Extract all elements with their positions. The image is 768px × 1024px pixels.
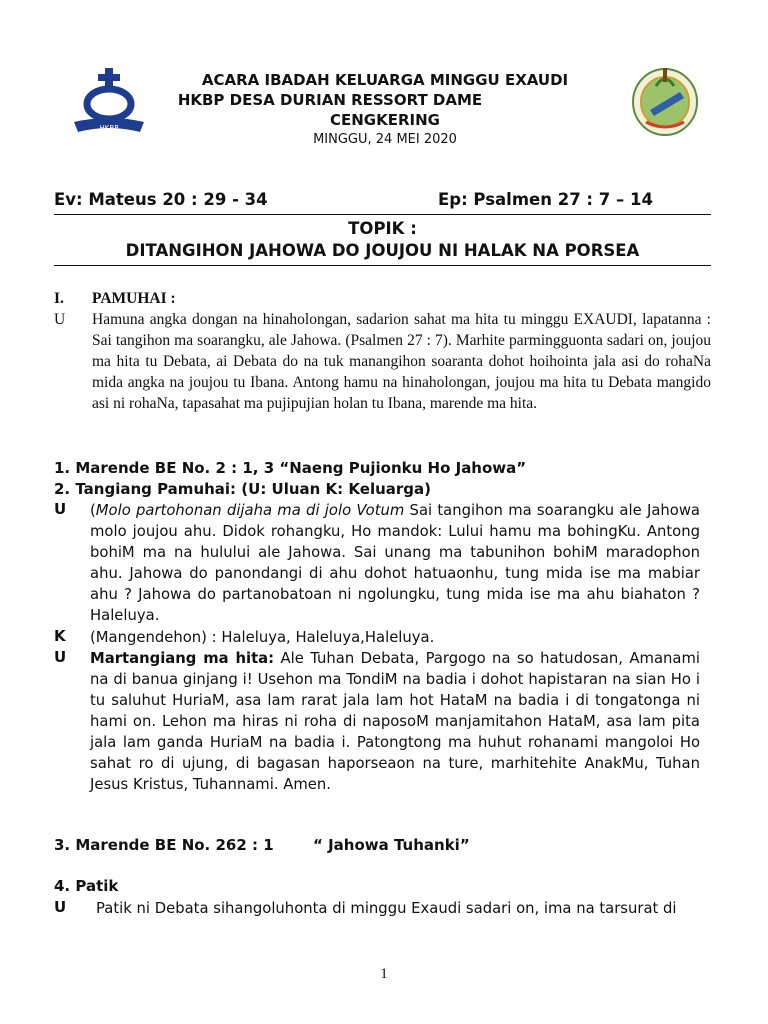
response-text: (Mangendehon) : Haleluya, Haleluya,Haleluya. bbox=[90, 629, 435, 646]
patik-text: Patik ni Debata sihangoluhonta di minggu Exaudi sadari on, ima na tarsurat di bbox=[96, 900, 677, 917]
prayer-speaker: U bbox=[54, 648, 67, 666]
header-title-line1: ACARA IBADAH KELUARGA MINGGU EXAUDI bbox=[201, 71, 569, 89]
church-emblem bbox=[628, 62, 702, 138]
gospel-reading: Ev: Mateus 20 : 29 - 34 bbox=[54, 190, 268, 209]
pamuhai-speaker: U bbox=[54, 311, 66, 328]
header-title-line2: HKBP DESA DURIAN RESSORT DAME bbox=[177, 91, 483, 109]
page-number: 1 bbox=[380, 966, 388, 982]
votum-text: Sai tangihon ma soarangku ale Jahowa molo joujou ahu. Didok rohangku, Ho mandok: Lului hamu ma bohingKu. Antong bohiM ma na hulului ale Jahowa. Sai unang ma tabunihon bohiM maradophon ahu. Jahowa do panondangi di ahu dohot hatuaonhu, tung mida ise ma mabiar ahu ? Jahowa do partanobatoan ni ngolungku, tung mida ise ma ahu biahaton ?Haleluya. bbox=[90, 502, 700, 624]
divider-bottom bbox=[54, 265, 711, 266]
pamuhai-text: Hamuna angka dongan na hinaholongan, sadarion sahat ma hita tu minggu EXAUDI, lapatanna : Sai tangihon ma soarangku, ale Jahowa. (Psalmen 27 : 7). Marhite parmingguonta sadari on, joujou ma hita tu Debata, ai Debata do na tuk manangihon soaranta dohot hoihointa jala asi do rohaNa mida angka na joujou tu Ibana. Antong hamu na hinaholongan, joujou ma hita tu Debata mangido asi ni rohaNa, tapasahat ma pujipujian holan tu Ibana, marende ma hita. bbox=[92, 311, 711, 412]
section3-heading: 3. Marende BE No. 262 : 1 bbox=[54, 836, 274, 854]
pamuhai-heading: PAMUHAI : bbox=[92, 290, 176, 307]
votum-italic: Molo partohonan dijaha ma di jolo Votum bbox=[95, 502, 405, 519]
prayer-text: Ale Tuhan Debata, Pargogo na so hatudosan, Amanami na di banua ginjang i! Usehon ma TondiM na badia i dohot hapistaran na sian Ho i tu saluhut HuriaM, asa lam rarat jala lam hot HataM na badia i di tongatonga ni hami on. Lehon ma hiras ni roha di naposoM manjamitahon HataM, asa lam pita jala lam ganda HuriaM na badia i. Patongtong ma huhut rohanami mangoloi Ho sahat ro di ujung, di bagasan haporseaon na ture, marhitehite AnakMu, Tuhan Jesus Kristus, Tuhannami. Amen. bbox=[90, 650, 700, 793]
votum-speaker: U bbox=[54, 500, 67, 518]
topic-label: TOPIK : bbox=[348, 219, 417, 238]
section2-heading: 2. Tangiang Pamuhai: (U: Uluan K: Keluarga) bbox=[54, 480, 431, 498]
prayer-label: Martangiang ma hita: bbox=[90, 650, 275, 667]
patik-speaker: U bbox=[54, 898, 67, 916]
topic-title: DITANGIHON JAHOWA DO JOUJOU NI HALAK NA PORSEA bbox=[125, 241, 640, 260]
divider-top bbox=[54, 214, 711, 215]
epistle-reading: Ep: Psalmen 27 : 7 – 14 bbox=[438, 190, 653, 209]
section1-heading: 1. Marende BE No. 2 : 1, 3 “Naeng Pujionku Ho Jahowa” bbox=[54, 459, 527, 477]
header-title-line3: CENGKERING bbox=[330, 111, 440, 129]
hkbp-logo-text: HKBP bbox=[99, 124, 119, 132]
header-date: MINGGU, 24 MEI 2020 bbox=[313, 132, 457, 147]
section4-heading: 4. Patik bbox=[54, 877, 119, 895]
pamuhai-number: I. bbox=[54, 290, 64, 307]
section3-song: “ Jahowa Tuhanki” bbox=[313, 836, 470, 854]
votum-paragraph: (Molo partohonan dijaha ma di jolo Votum Sai tangihon ma soarangku ale Jahowa molo joujou ahu. Didok rohangku, Ho mandok: Lului hamu ma bohingKu. Antong bohiM ma na hulului ale Jahowa. Sai unang ma tabunihon bohiM maradophon ahu. Jahowa do panondangi di ahu dohot hatuaonhu, tung mida ise ma mabiar ahu ? Jahowa do partanobatoan ni ngolungku, tung mida ise ma ahu biahaton ?Haleluya. bbox=[90, 502, 700, 624]
response-speaker: K bbox=[54, 627, 66, 645]
prayer-paragraph bbox=[90, 648, 700, 795]
